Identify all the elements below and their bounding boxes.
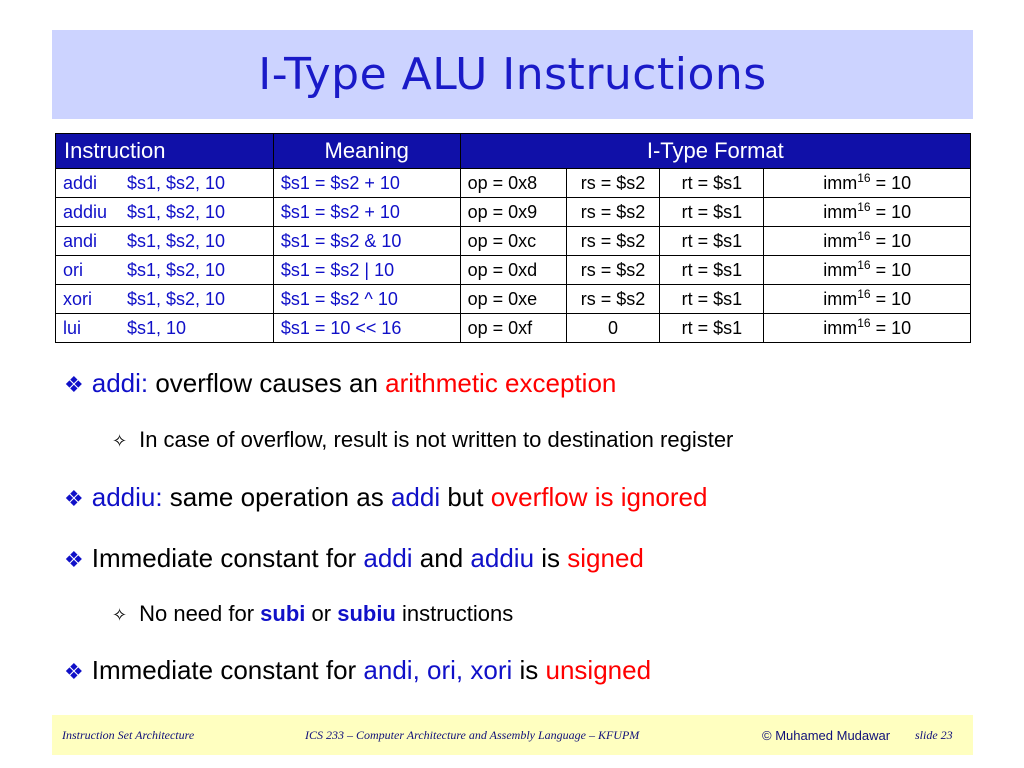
operands: $s1, 10 — [127, 317, 187, 338]
imm-width: 16 — [857, 257, 871, 272]
diamond-bullet-icon: ❖ — [64, 547, 84, 572]
meaning-cell: $s1 = $s2 | 10 — [273, 256, 460, 285]
rs-cell: rs = $s2 — [566, 198, 660, 227]
header-meaning: Meaning — [273, 134, 460, 169]
table-header-row — [56, 134, 971, 169]
diamond-bullet-icon: ❖ — [64, 372, 84, 397]
meaning-cell: $s1 = 10 << 16 — [273, 314, 460, 343]
subbullet-keyword: subiu — [337, 601, 396, 626]
bullet-text: but — [440, 482, 491, 512]
subbullet-text: instructions — [395, 601, 514, 626]
imm-value: = 10 — [870, 230, 912, 251]
mnemonic: xori — [63, 288, 93, 309]
slide-footer — [52, 715, 973, 755]
imm-value: = 10 — [870, 259, 912, 280]
header-itype-format: I-Type Format — [460, 134, 970, 169]
bullet-text: overflow causes an — [148, 368, 386, 398]
table-row — [56, 169, 971, 198]
mnemonic: lui — [63, 317, 82, 338]
rs-cell: rs = $s2 — [566, 169, 660, 198]
instruction-table — [55, 133, 971, 343]
subbullet-keyword: subi — [260, 601, 306, 626]
imm-width: 16 — [857, 170, 871, 185]
bullet-text: Immediate constant for — [91, 543, 364, 573]
footer-slide-number: slide 23 — [915, 728, 953, 742]
rs-cell: 0 — [566, 314, 660, 343]
header-instruction: Instruction — [56, 134, 274, 169]
bullet-text: is — [512, 655, 546, 685]
imm-cell — [764, 314, 971, 343]
table-row — [56, 256, 971, 285]
instruction-cell — [56, 198, 274, 227]
rt-cell: rt = $s1 — [660, 169, 764, 198]
rt-cell: rt = $s1 — [660, 314, 764, 343]
imm-cell — [764, 198, 971, 227]
imm-value: = 10 — [870, 201, 912, 222]
bullet-addiu — [64, 482, 707, 513]
imm-value: = 10 — [870, 172, 912, 193]
table-row — [56, 285, 971, 314]
operands: $s1, $s2, 10 — [127, 230, 226, 251]
rt-cell: rt = $s1 — [660, 198, 764, 227]
rt-cell: rt = $s1 — [660, 285, 764, 314]
rs-cell: rs = $s2 — [566, 285, 660, 314]
subbullet-overflow-result — [112, 427, 733, 453]
bullet-text: Immediate constant for — [91, 655, 364, 685]
op-cell: op = 0xe — [460, 285, 566, 314]
imm-cell — [764, 285, 971, 314]
footer-course: ICS 233 – Computer Architecture and Assembly Language – KFUPM — [305, 728, 640, 742]
instruction-cell — [56, 256, 274, 285]
imm-label: imm — [823, 259, 858, 280]
bullet-highlight: overflow is ignored — [490, 482, 708, 512]
imm-label: imm — [823, 201, 858, 222]
instruction-cell — [56, 227, 274, 256]
bullet-text: same operation as — [162, 482, 391, 512]
mnemonic: ori — [63, 259, 84, 280]
imm-label: imm — [823, 288, 858, 309]
rs-cell: rs = $s2 — [566, 256, 660, 285]
bullet-highlight: unsigned — [545, 655, 652, 685]
instruction-cell — [56, 169, 274, 198]
instruction-cell — [56, 314, 274, 343]
bullet-signed-immediate — [64, 543, 644, 574]
table-row — [56, 314, 971, 343]
meaning-cell: $s1 = $s2 + 10 — [273, 198, 460, 227]
imm-width: 16 — [857, 315, 871, 330]
imm-cell — [764, 169, 971, 198]
subbullet-no-subi — [112, 601, 513, 627]
diamond-bullet-icon: ❖ — [64, 486, 84, 511]
bullet-keyword: addiu — [470, 543, 535, 573]
bullet-keyword: addi — [363, 543, 413, 573]
bullet-text: is — [534, 543, 568, 573]
rt-cell: rt = $s1 — [660, 256, 764, 285]
imm-label: imm — [823, 172, 858, 193]
imm-label: imm — [823, 230, 858, 251]
bullet-text: and — [412, 543, 471, 573]
imm-width: 16 — [857, 228, 871, 243]
operands: $s1, $s2, 10 — [127, 172, 226, 193]
footer-author: © Muhamed Mudawar — [762, 728, 891, 743]
imm-width: 16 — [857, 199, 871, 214]
bullet-highlight: arithmetic exception — [385, 368, 617, 398]
subbullet-text: No need for — [139, 601, 261, 626]
op-cell: op = 0xd — [460, 256, 566, 285]
imm-cell — [764, 256, 971, 285]
bullet-unsigned-immediate — [64, 655, 651, 686]
bullet-keyword: addiu: — [91, 482, 163, 512]
star-bullet-icon: ✧ — [112, 431, 128, 451]
instruction-cell — [56, 285, 274, 314]
table-row — [56, 227, 971, 256]
operands: $s1, $s2, 10 — [127, 259, 226, 280]
bullet-keyword: addi: — [91, 368, 149, 398]
imm-width: 16 — [857, 286, 871, 301]
operands: $s1, $s2, 10 — [127, 288, 226, 309]
footer-left: Instruction Set Architecture — [62, 728, 195, 742]
meaning-cell: $s1 = $s2 & 10 — [273, 227, 460, 256]
mnemonic: addi — [63, 172, 98, 193]
diamond-bullet-icon: ❖ — [64, 659, 84, 684]
imm-value: = 10 — [870, 288, 912, 309]
table-row — [56, 198, 971, 227]
bullet-keyword: andi, ori, xori — [363, 655, 513, 685]
op-cell: op = 0x8 — [460, 169, 566, 198]
imm-value: = 10 — [870, 317, 912, 338]
mnemonic: andi — [63, 230, 98, 251]
imm-cell — [764, 227, 971, 256]
op-cell: op = 0x9 — [460, 198, 566, 227]
bullet-keyword: addi — [390, 482, 441, 512]
operands: $s1, $s2, 10 — [127, 201, 226, 222]
meaning-cell: $s1 = $s2 + 10 — [273, 169, 460, 198]
imm-label: imm — [823, 317, 858, 338]
op-cell: op = 0xf — [460, 314, 566, 343]
slide-title: I-Type ALU Instructions — [258, 49, 767, 100]
mnemonic: addiu — [63, 201, 108, 222]
title-banner — [52, 30, 973, 119]
rt-cell: rt = $s1 — [660, 227, 764, 256]
bullet-highlight: signed — [567, 543, 644, 573]
subbullet-text: or — [305, 601, 338, 626]
rs-cell: rs = $s2 — [566, 227, 660, 256]
bullet-addi-overflow — [64, 368, 616, 399]
meaning-cell: $s1 = $s2 ^ 10 — [273, 285, 460, 314]
star-bullet-icon: ✧ — [112, 605, 128, 625]
op-cell: op = 0xc — [460, 227, 566, 256]
subbullet-text: In case of overflow, result is not written to destination register — [139, 427, 734, 452]
